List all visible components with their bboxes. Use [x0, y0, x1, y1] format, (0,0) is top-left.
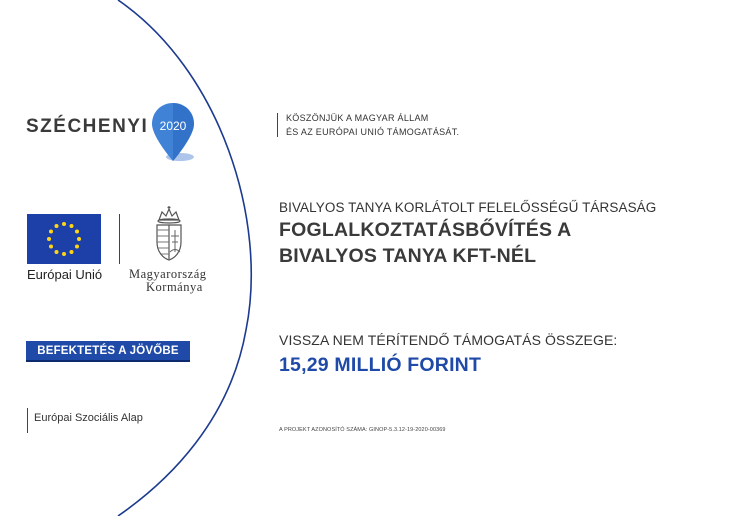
company-name: BIVALYOS TANYA KORLÁTOLT FELELŐSSÉGŰ TÁRSASÁG	[279, 200, 657, 215]
grant-amount: 15,29 MILLIÓ FORINT	[279, 354, 482, 376]
thanks-line-1: KÖSZÖNJÜK A MAGYAR ÁLLAM	[286, 113, 429, 123]
fund-divider	[27, 408, 28, 433]
eu-flag-icon	[27, 214, 101, 264]
government-line-2: Kormánya	[146, 280, 203, 294]
project-title-line-1: FOGLALKOZTATÁSBŐVÍTÉS A	[279, 219, 572, 241]
szechenyi-wordmark: SZÉCHENYI	[26, 116, 149, 137]
fund-label: Európai Szociális Alap	[34, 412, 143, 424]
thanks-divider	[277, 113, 278, 137]
project-id: A PROJEKT AZONOSÍTÓ SZÁMA: GINOP-5.3.12-19-2020-00369	[279, 427, 446, 433]
eu-caption: Európai Unió	[27, 267, 103, 282]
szechenyi-year: 2020	[159, 119, 187, 133]
location-pin-icon	[150, 101, 196, 165]
grant-label: VISSZA NEM TÉRÍTENDŐ TÁMOGATÁS ÖSSZEGE:	[279, 332, 618, 348]
project-title-line-2: BIVALYOS TANYA KFT-NÉL	[279, 245, 537, 267]
government-line-1: Magyarország	[129, 267, 207, 281]
invest-future-banner: BEFEKTETÉS A JÖVŐBE	[26, 341, 190, 362]
logo-divider	[119, 214, 120, 264]
thanks-line-2: ÉS AZ EURÓPAI UNIÓ TÁMOGATÁSÁT.	[286, 127, 460, 137]
hungarian-crest-icon	[149, 206, 189, 262]
